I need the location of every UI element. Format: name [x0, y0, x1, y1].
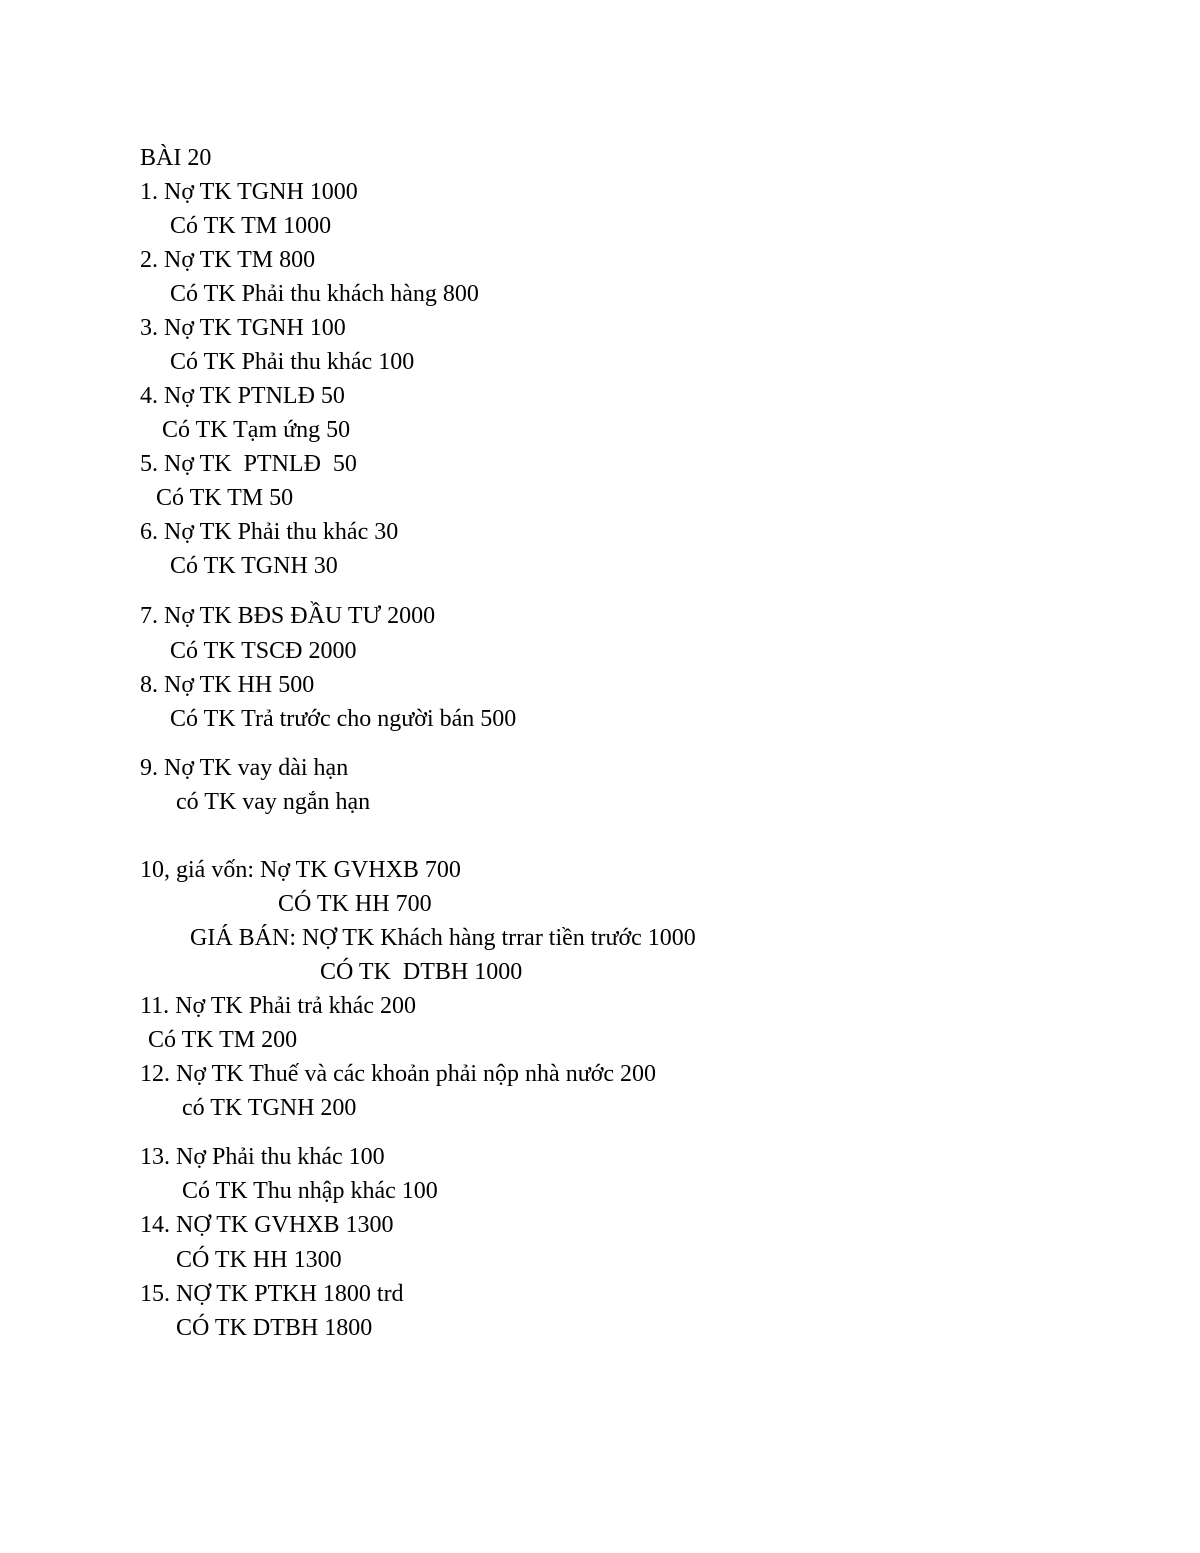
entry-2-credit: Có TK Phải thu khách hàng 800 [170, 281, 479, 307]
entry-4-debit: 4. Nợ TK PTNLĐ 50 [140, 383, 345, 409]
entry-5-debit: 5. Nợ TK PTNLĐ 50 [140, 451, 357, 477]
entry-14-credit: CÓ TK HH 1300 [176, 1247, 342, 1273]
entry-15-credit: CÓ TK DTBH 1800 [176, 1315, 373, 1341]
entry-11-credit: Có TK TM 200 [148, 1027, 298, 1053]
entry-15-debit: 15. NỢ TK PTKH 1800 trd [140, 1281, 404, 1307]
entry-1-credit: Có TK TM 1000 [170, 213, 332, 239]
entry-6-credit: Có TK TGNH 30 [170, 553, 338, 579]
entry-3-debit: 3. Nợ TK TGNH 100 [140, 315, 346, 341]
entry-10-price-credit: CÓ TK DTBH 1000 [320, 959, 523, 985]
entry-13-debit: 13. Nợ Phải thu khác 100 [140, 1144, 385, 1170]
entry-10-cost-credit: CÓ TK HH 700 [278, 891, 432, 917]
entry-11-debit: 11. Nợ TK Phải trả khác 200 [140, 993, 416, 1019]
entry-9-debit: 9. Nợ TK vay dài hạn [140, 755, 349, 781]
entry-14-debit: 14. NỢ TK GVHXB 1300 [140, 1212, 394, 1238]
entry-10-price-debit: GIÁ BÁN: NỢ TK Khách hàng trrar tiền trước 1000 [190, 925, 696, 951]
entry-6-debit: 6. Nợ TK Phải thu khác 30 [140, 519, 399, 545]
entry-13-credit: Có TK Thu nhập khác 100 [182, 1178, 438, 1204]
entry-2-debit: 2. Nợ TK TM 800 [140, 247, 316, 273]
entry-7-credit: Có TK TSCĐ 2000 [170, 638, 357, 664]
entry-7-debit: 7. Nợ TK BĐS ĐẦU TƯ 2000 [140, 603, 436, 629]
entry-12-credit: có TK TGNH 200 [182, 1095, 357, 1121]
entry-8-credit: Có TK Trả trước cho người bán 500 [170, 706, 517, 732]
entry-5-credit: Có TK TM 50 [156, 485, 294, 511]
entry-12-debit: 12. Nợ TK Thuế và các khoản phải nộp nhà nước 200 [140, 1061, 657, 1087]
entry-8-debit: 8. Nợ TK HH 500 [140, 672, 315, 698]
document-title: BÀI 20 [140, 145, 212, 171]
entry-3-credit: Có TK Phải thu khác 100 [170, 349, 415, 375]
entry-1-debit: 1. Nợ TK TGNH 1000 [140, 179, 358, 205]
entry-9-credit: có TK vay ngắn hạn [176, 789, 371, 815]
entry-4-credit: Có TK Tạm ứng 50 [162, 417, 351, 443]
entry-10-cost-debit: 10, giá vốn: Nợ TK GVHXB 700 [140, 857, 461, 883]
